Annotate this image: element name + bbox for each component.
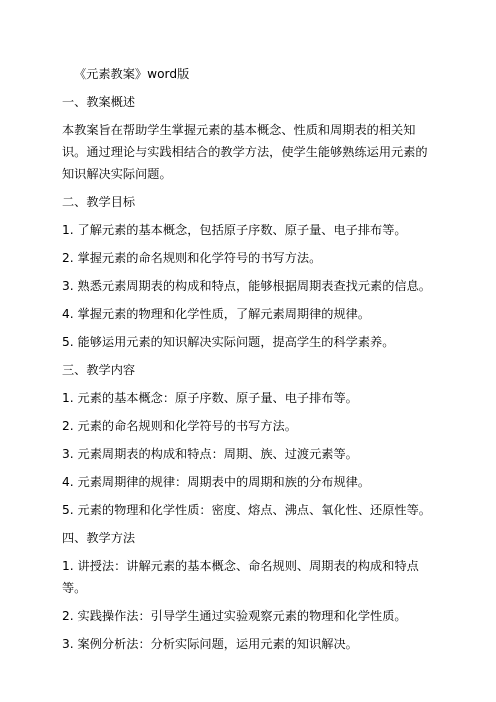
goal-item: 2. 掌握元素的命名规则和化学符号的书写方法。: [62, 251, 322, 265]
goal-item: 4. 掌握元素的物理和化学性质，了解元素周期律的规律。: [62, 307, 371, 321]
content-item: 1. 元素的基本概念：原子序数、原子量、电子排布等。: [62, 391, 358, 405]
content-item: 5. 元素的物理和化学性质：密度、熔点、沸点、氧化性、还原性等。: [62, 503, 431, 517]
method-line: 等。: [62, 581, 87, 595]
section-heading-content: 三、教学内容: [62, 363, 136, 377]
method-line: 1. 讲授法：讲解元素的基本概念、命名规则、周期表的构成和特点: [62, 559, 419, 573]
goal-item: 3. 熟悉元素周期表的构成和特点，能够根据周期表查找元素的信息。: [62, 279, 431, 293]
paragraph-line: 本教案旨在帮助学生掌握元素的基本概念、性质和周期表的相关知: [62, 123, 416, 137]
paragraph-line: 知识解决实际问题。: [62, 167, 172, 181]
section-heading-goals: 二、教学目标: [62, 195, 136, 209]
method-item-case-analysis: 3. 案例分析法：分析实际问题，运用元素的知识解决。: [62, 637, 358, 651]
content-item: 4. 元素周期律的规律：周期表中的周期和族的分布规律。: [62, 475, 371, 489]
overview-paragraph: [62, 120, 426, 184]
method-item-practice: 2. 实践操作法：引导学生通过实验观察元素的物理和化学性质。: [62, 609, 407, 623]
goal-item: 5. 能够运用元素的知识解决实际问题，提高学生的科学素养。: [62, 335, 395, 349]
goal-item: 1. 了解元素的基本概念，包括原子序数、原子量、电子排布等。: [62, 223, 407, 237]
paragraph-line: 识。通过理论与实践相结合的教学方法，使学生能够熟练运用元素的: [62, 145, 428, 159]
content-item: 2. 元素的命名规则和化学符号的书写方法。: [62, 419, 297, 433]
section-heading-overview: 一、教案概述: [62, 95, 136, 109]
method-item-lecture: [62, 556, 426, 598]
document-title: 《元素教案》word版: [74, 67, 190, 81]
section-heading-methods: 四、教学方法: [62, 531, 136, 545]
content-item: 3. 元素周期表的构成和特点：周期、族、过渡元素等。: [62, 447, 358, 461]
